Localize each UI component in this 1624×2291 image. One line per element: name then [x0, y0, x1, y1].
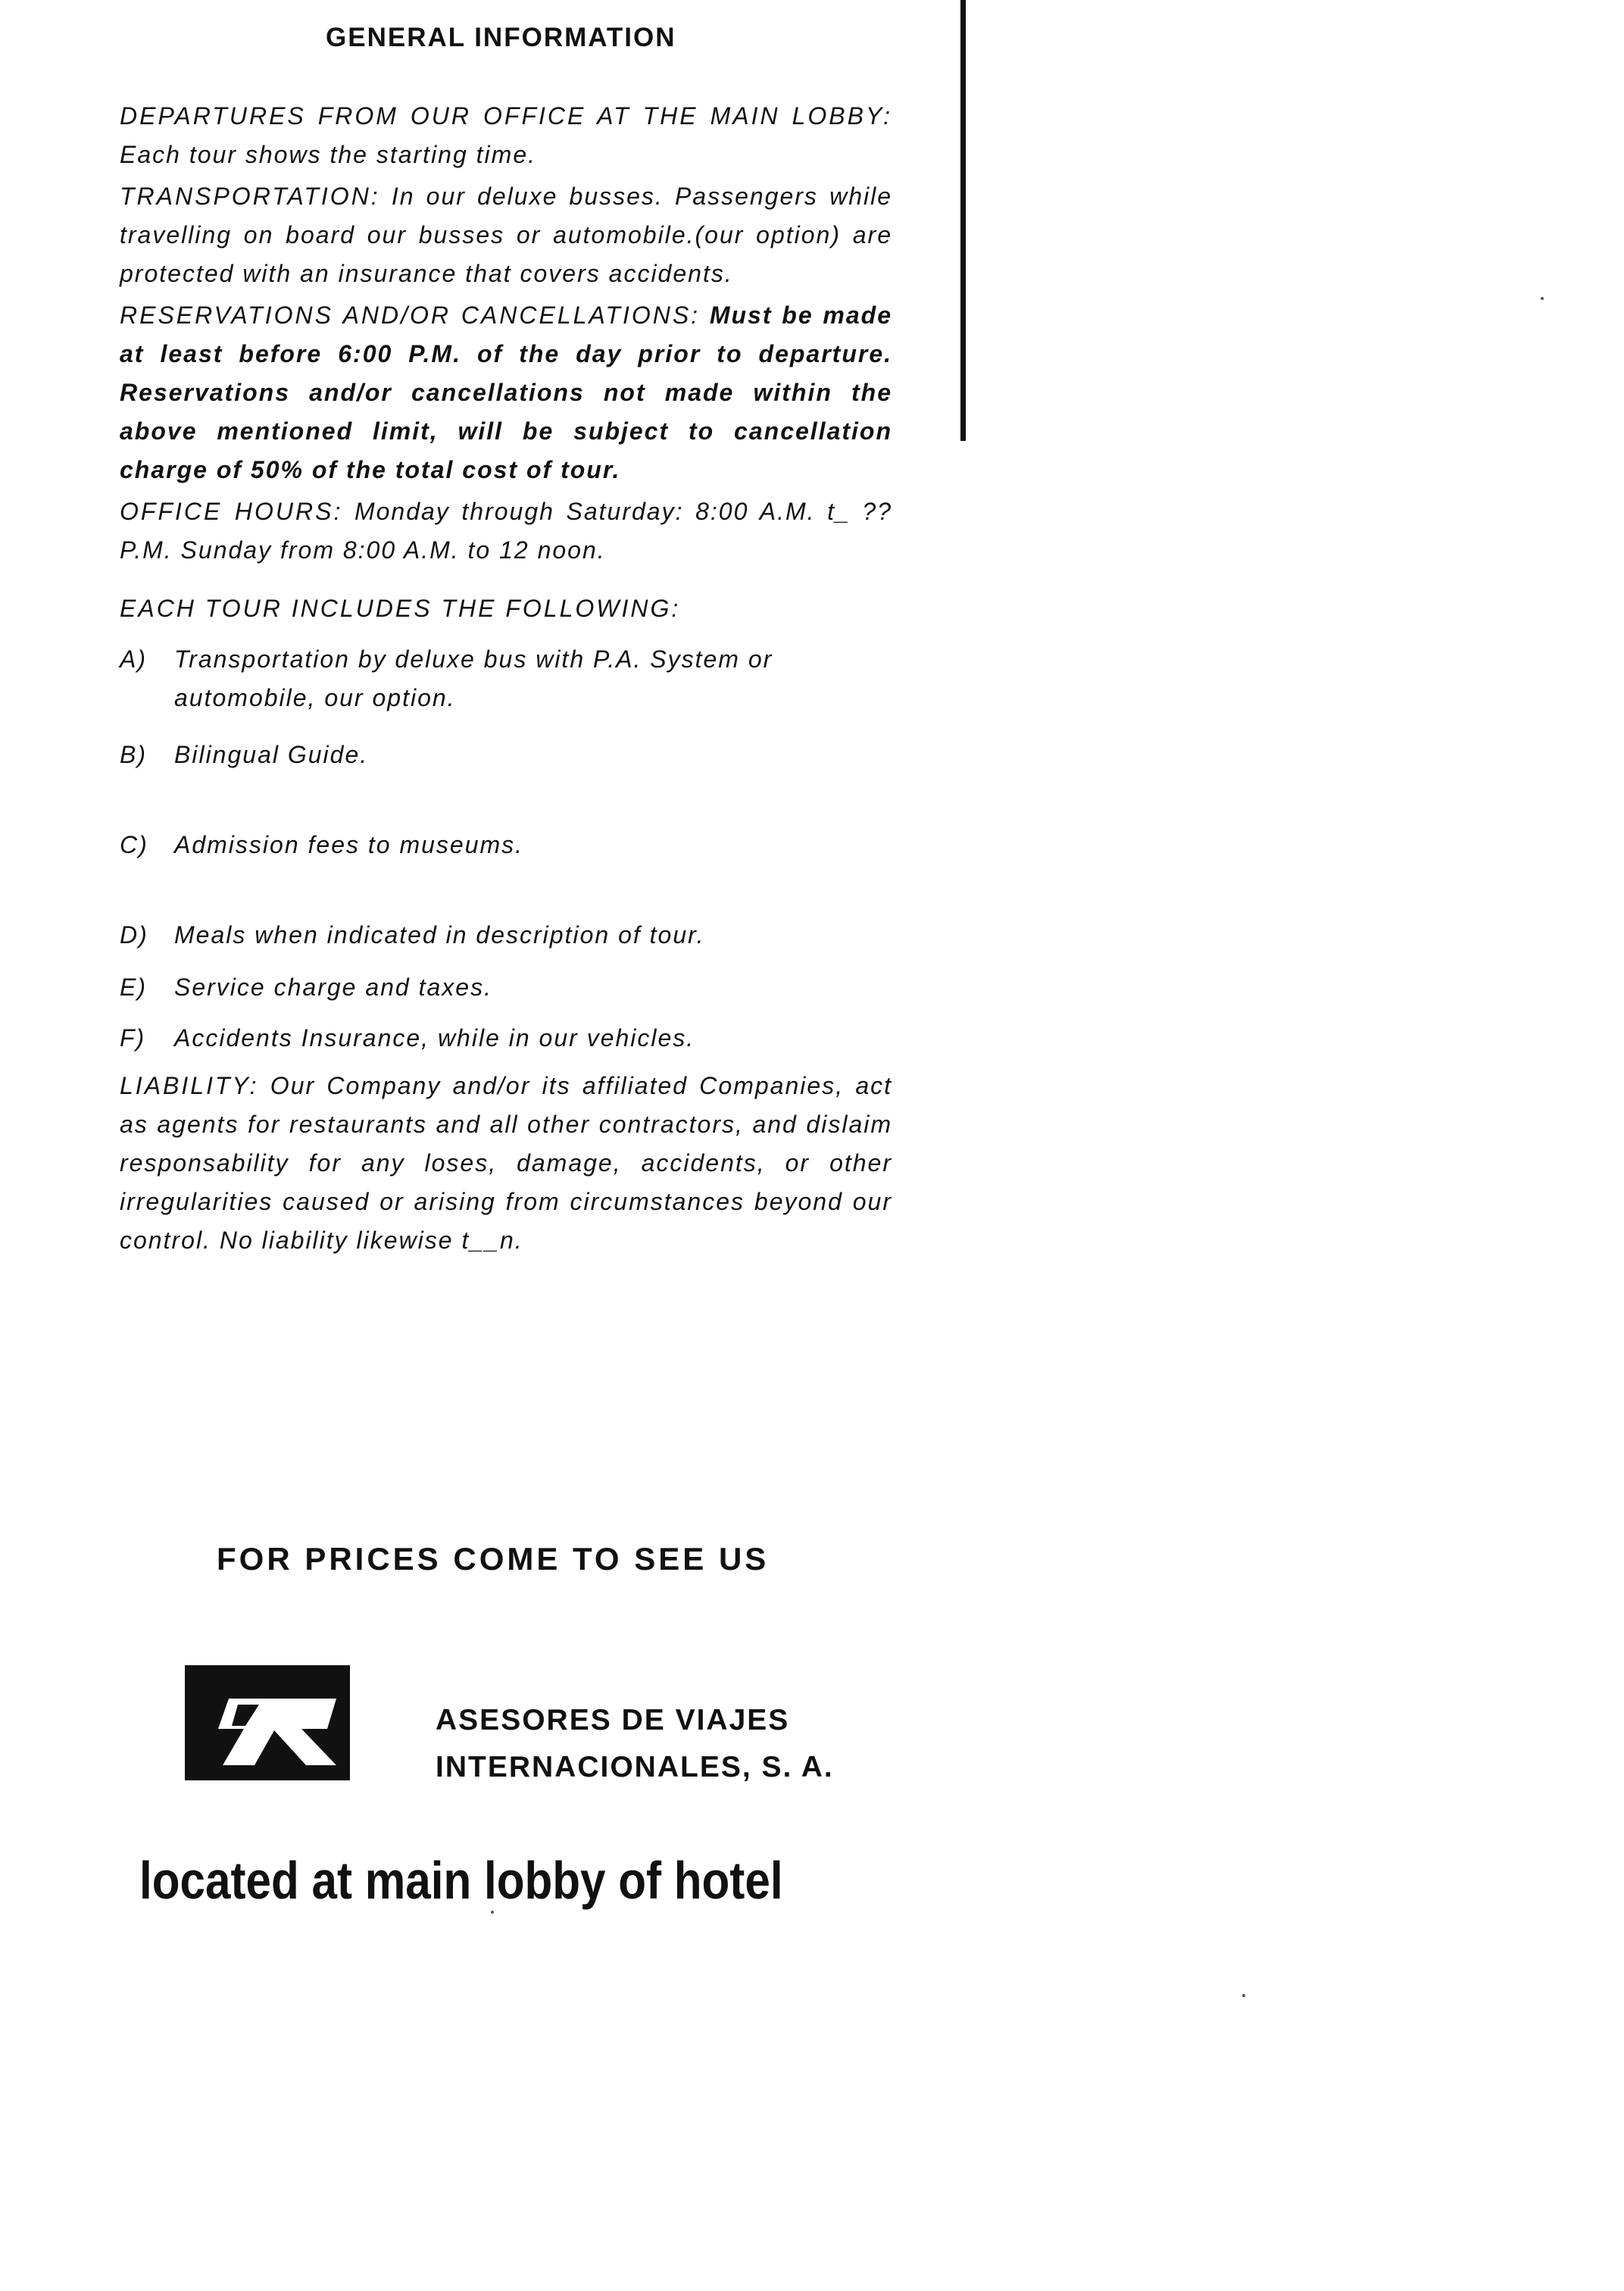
office-hours-label: OFFICE HOURS:: [120, 498, 343, 525]
includes-heading: EACH TOUR INCLUDES THE FOLLOWING:: [120, 595, 681, 622]
includes-list: [120, 640, 892, 1058]
list-item-text: Meals when indicated in description of tour.: [174, 921, 705, 949]
list-item: [120, 640, 892, 717]
list-item: [120, 916, 892, 955]
list-item: [120, 826, 892, 864]
page-title: GENERAL INFORMATION: [326, 23, 676, 52]
reservations-text: Must be made at least before 6:00 P.M. of the day prior to departure. Reservations and/or cancellations not made within the above mentioned limit, will be subject to cancellation charge of 50% of the total cost of tour.: [120, 302, 893, 483]
departures-text: Each tour shows the starting time.: [120, 141, 536, 168]
list-item-text: Accidents Insurance, while in our vehicles.: [174, 1024, 695, 1052]
company-name-line1: ASESORES DE VIAJES: [436, 1704, 790, 1736]
list-item-text: Service charge and taxes.: [174, 974, 492, 1001]
avisa-logo: [185, 1665, 350, 1780]
company-name-line2: INTERNACIONALES, S. A.: [436, 1751, 834, 1783]
speck: [1541, 297, 1544, 300]
reservations-paragraph: [120, 296, 892, 489]
vertical-rule: [960, 0, 966, 441]
list-item-text: Transportation by deluxe bus with P.A. System or automobile, our option.: [174, 645, 773, 711]
list-item-key: C): [120, 831, 148, 858]
transportation-label: TRANSPORTATION:: [120, 183, 380, 210]
list-item: [120, 1019, 892, 1058]
list-item-key: F): [120, 1024, 146, 1052]
speck: [491, 1911, 494, 1914]
list-item-key: D): [120, 921, 148, 949]
departures-label: DEPARTURES FROM OUR OFFICE AT THE MAIN LOBBY:: [120, 102, 892, 130]
departures-paragraph: [120, 97, 892, 174]
info-body: [120, 97, 892, 1260]
list-item: [120, 736, 892, 774]
location-tagline: located at main lobby of hotel: [139, 1851, 783, 1910]
list-item-key: A): [120, 645, 147, 673]
transportation-paragraph: [120, 177, 892, 293]
avisa-logo-mark: [185, 1665, 350, 1780]
office-hours-paragraph: [120, 492, 892, 570]
list-item-key: B): [120, 741, 147, 768]
list-item-text: Bilingual Guide.: [174, 741, 369, 768]
list-item-text: Admission fees to museums.: [174, 831, 524, 858]
office-hours-text: Monday through Saturday: 8:00 A.M. t_ ?? P.M. Sunday from 8:00 A.M. to 12 noon.: [120, 498, 893, 564]
transportation-text: In our deluxe busses. Passengers while travelling on board our busses or automobile.(our option) are protected with an insurance that covers accidents.: [120, 183, 892, 287]
liability-text: Our Company and/or its affiliated Companies, act as agents for restaurants and all other contractors, and dislaim responsability for any loses, damage, accidents, or other irregularities caused or arising from circumstances beyond our control. No liability likewise t__n.: [120, 1072, 892, 1254]
company-name: [436, 1697, 834, 1791]
list-item-key: E): [120, 974, 147, 1001]
liability-paragraph: [120, 1067, 892, 1260]
list-item: [120, 968, 892, 1007]
liability-label: LIABILITY:: [120, 1072, 259, 1099]
reservations-label: RESERVATIONS AND/OR CANCELLATIONS:: [120, 302, 701, 329]
prices-heading: FOR PRICES COME TO SEE US: [217, 1541, 770, 1577]
speck: [1242, 1994, 1245, 1997]
